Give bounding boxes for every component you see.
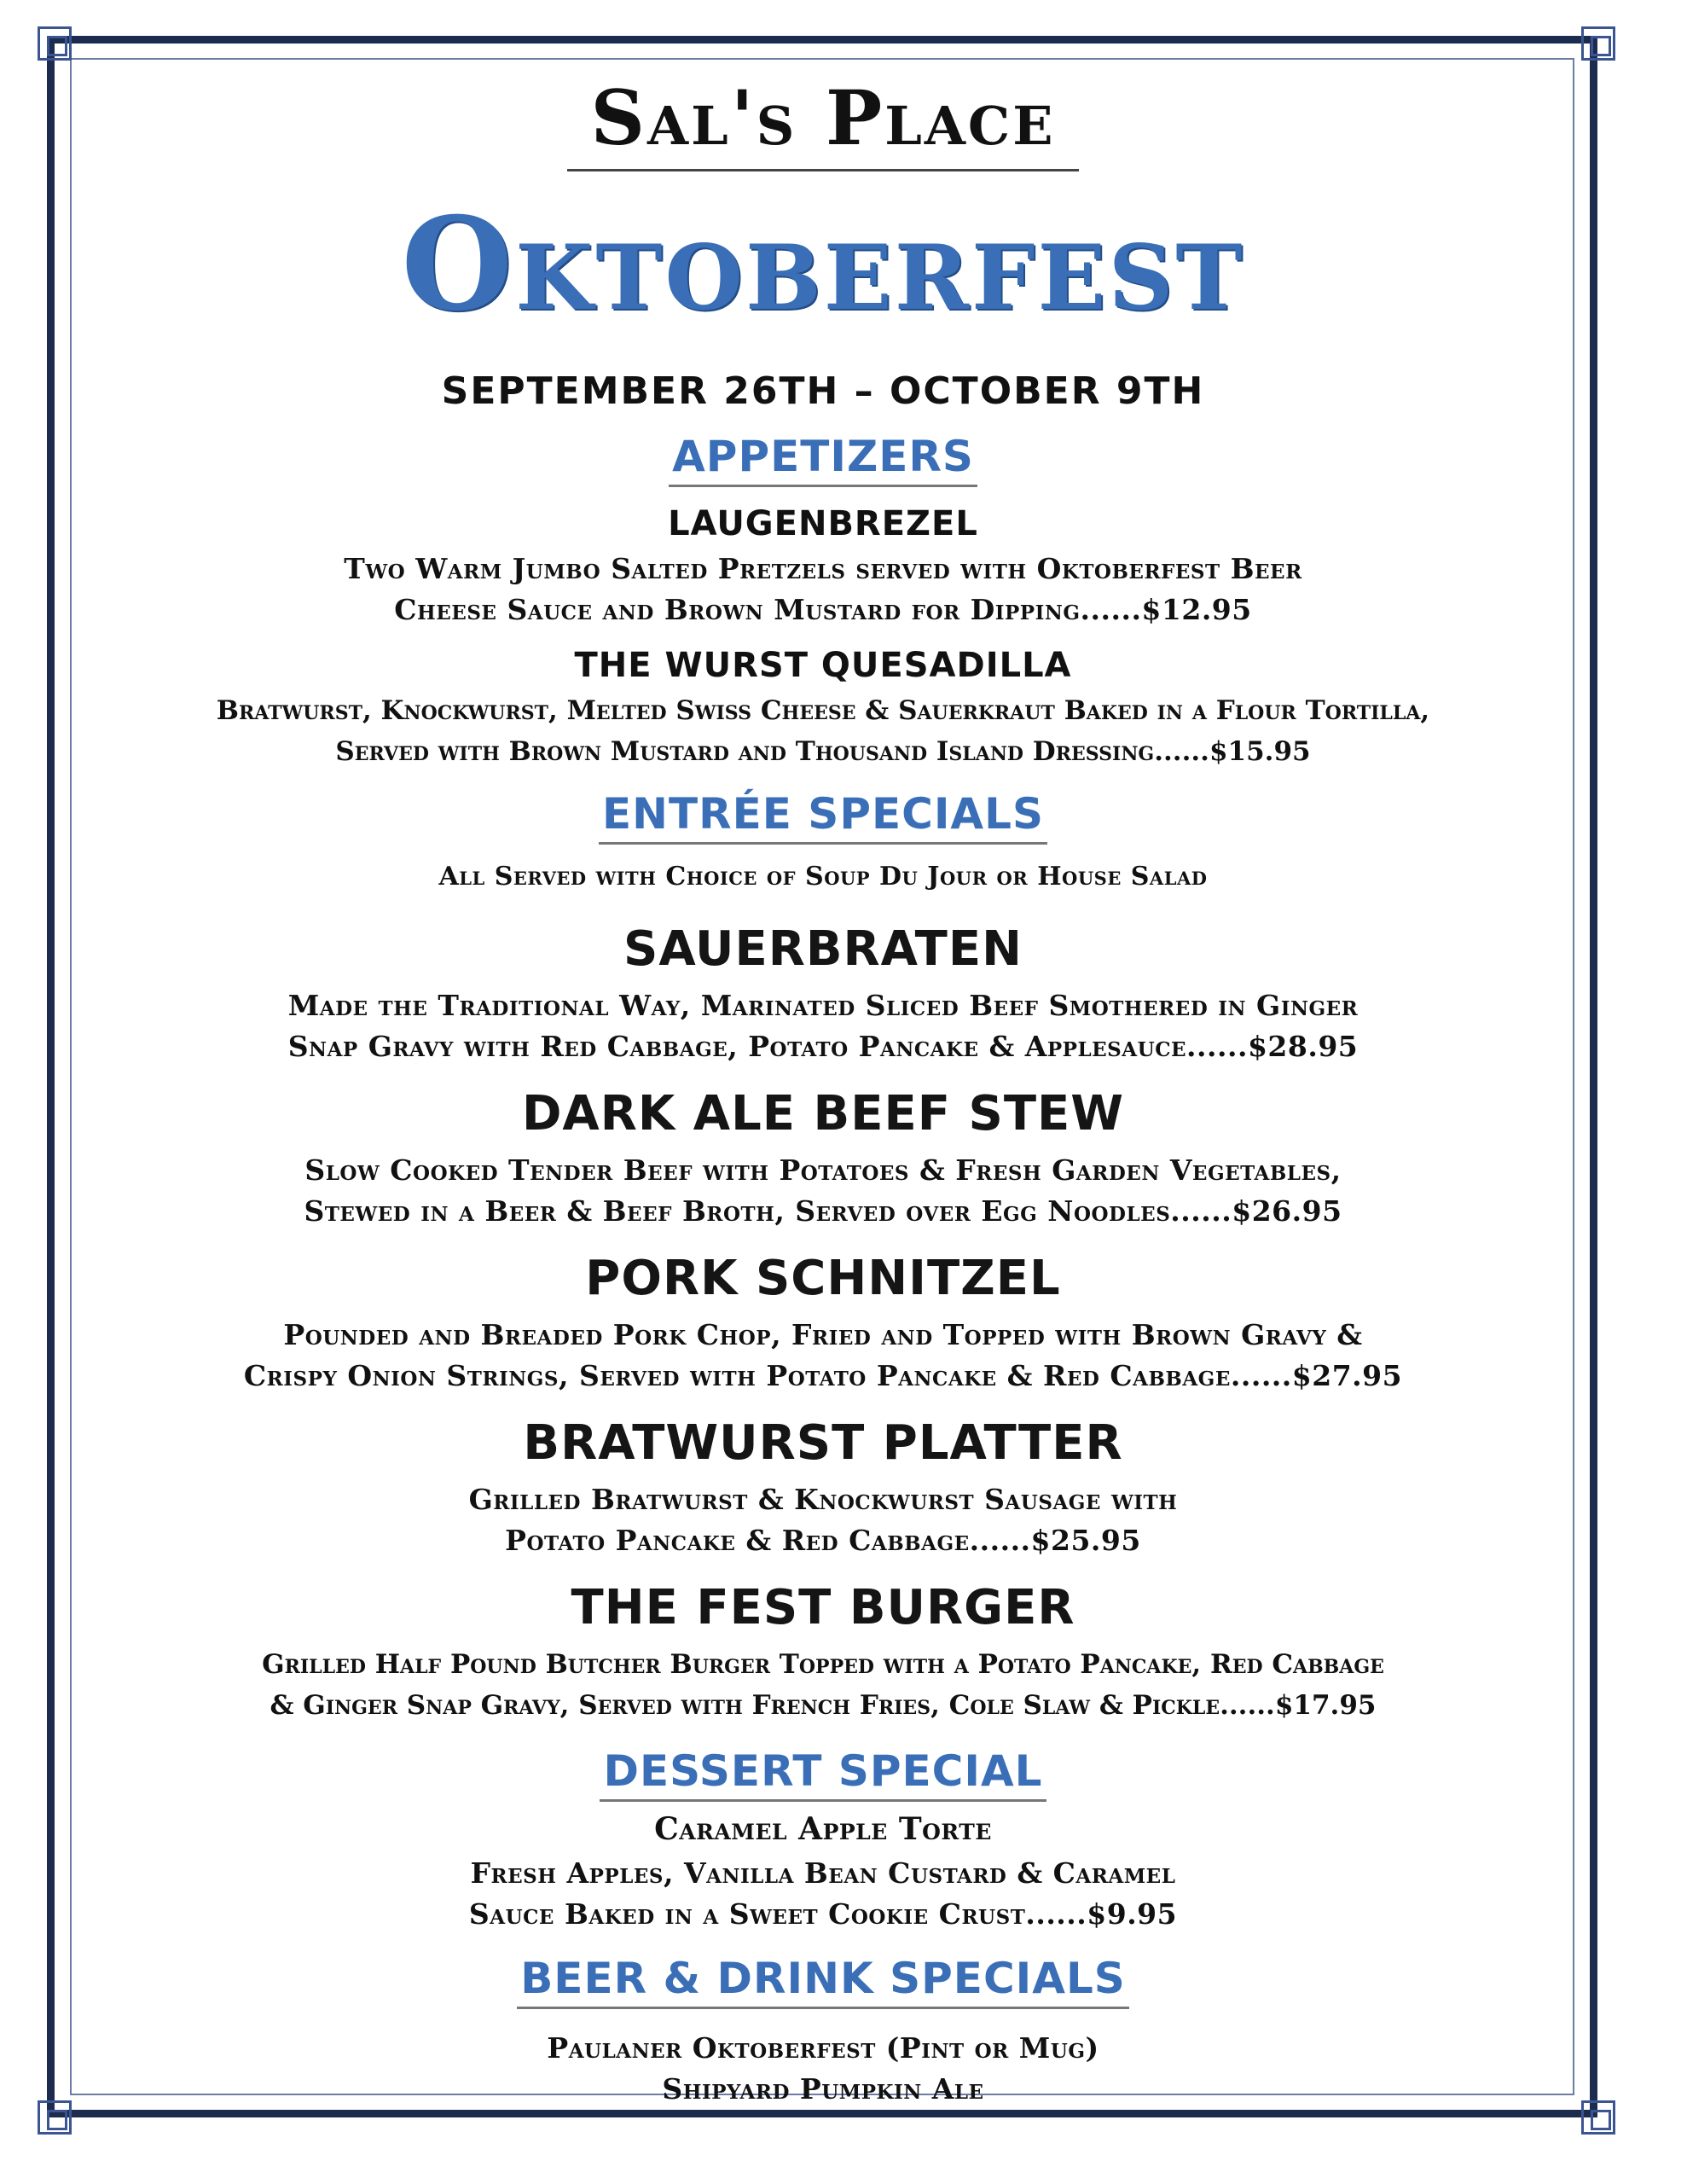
menu-item-name: BRATWURST PLATTER [523, 1415, 1123, 1471]
menu-item-name: PORK SCHNITZEL [585, 1251, 1061, 1306]
section-heading-appetizers: APPETIZERS [669, 432, 977, 487]
entree-note: All Served with Choice of Soup Du Jour or House Salad [438, 862, 1208, 892]
event-title-text: Oktoberfest [401, 189, 1245, 340]
menu-item-description [85, 1853, 1561, 1935]
menu-item-description [85, 985, 1561, 1067]
description-line: Grilled Bratwurst & Knockwurst Sausage with [468, 1483, 1178, 1516]
menu-item-description [85, 690, 1561, 772]
description-line: Snap Gravy with Red Cabbage, Potato Pancake & Applesauce......$28.95 [287, 1030, 1359, 1063]
menu-item-name: THE WURST QUESADILLA [574, 646, 1072, 685]
drink-item: Paulaner Oktoberfest (Pint or Mug) [547, 2031, 1099, 2065]
description-line: Cheese Sauce and Brown Mustard for Dipping......$12.95 [394, 593, 1252, 626]
menu-item-description [85, 549, 1561, 630]
event-dates: SEPTEMBER 26TH – OCTOBER 9TH [441, 369, 1205, 413]
description-line: Potato Pancake & Red Cabbage......$25.95 [505, 1524, 1141, 1557]
menu-item-name: LAUGENBREZEL [668, 504, 978, 543]
description-line: Bratwurst, Knockwurst, Melted Swiss Cheese & Sauerkraut Baked in a Flour Tortilla, [216, 695, 1430, 726]
description-line: Stewed in a Beer & Beef Broth, Served over Egg Noodles......$26.95 [304, 1194, 1342, 1228]
description-line: Served with Brown Mustard and Thousand Island Dressing......$15.95 [335, 736, 1311, 767]
description-line: Crispy Onion Strings, Served with Potato Pancake & Red Cabbage......$27.95 [243, 1359, 1403, 1392]
description-line: Two Warm Jumbo Salted Pretzels served with Oktoberfest Beer [344, 552, 1302, 585]
description-line: Slow Cooked Tender Beef with Potatoes & Fresh Garden Vegetables, [304, 1153, 1342, 1187]
menu-item-name: Caramel Apple Torte [654, 1811, 992, 1847]
restaurant-name-text: Sal's Place [590, 73, 1056, 162]
corner-ornament-icon [1581, 26, 1615, 61]
section-heading-dessert: DESSERT SPECIAL [600, 1746, 1046, 1802]
description-line: Made the Traditional Way, Marinated Sliced Beef Smothered in Ginger [287, 989, 1359, 1022]
menu-item-description [85, 1150, 1561, 1232]
menu-item-name: DARK ALE BEEF STEW [521, 1086, 1125, 1141]
restaurant-name [85, 73, 1561, 162]
drink-list [85, 2028, 1561, 2110]
menu-item-name: THE FEST BURGER [571, 1580, 1075, 1635]
menu-item-description [85, 1479, 1561, 1561]
description-line: Pounded and Breaded Pork Chop, Fried and Topped with Brown Gravy & [283, 1318, 1363, 1351]
corner-ornament-icon [38, 2100, 72, 2135]
description-line: & Ginger Snap Gravy, Served with French Fries, Cole Slaw & Pickle......$17.95 [270, 1690, 1377, 1721]
corner-ornament-icon [38, 26, 72, 61]
section-heading-drinks: BEER & DRINK SPECIALS [517, 1954, 1129, 2009]
description-line: Sauce Baked in a Sweet Cookie Crust......$9.95 [468, 1897, 1178, 1931]
corner-ornament-icon [1581, 2100, 1615, 2135]
drink-item: Shipyard Pumpkin Ale [662, 2072, 984, 2106]
section-heading-entrees: ENTRÉE SPECIALS [599, 789, 1047, 845]
event-title [85, 189, 1561, 340]
menu-item-description [85, 1644, 1561, 1726]
menu-item-name: SAUERBRATEN [623, 921, 1023, 977]
description-line: Fresh Apples, Vanilla Bean Custard & Caramel [470, 1856, 1176, 1890]
description-line: Grilled Half Pound Butcher Burger Topped with a Potato Pancake, Red Cabbage [262, 1649, 1384, 1680]
menu-content [85, 68, 1561, 2110]
restaurant-name-underline [567, 169, 1079, 171]
menu-item-description [85, 1315, 1561, 1397]
